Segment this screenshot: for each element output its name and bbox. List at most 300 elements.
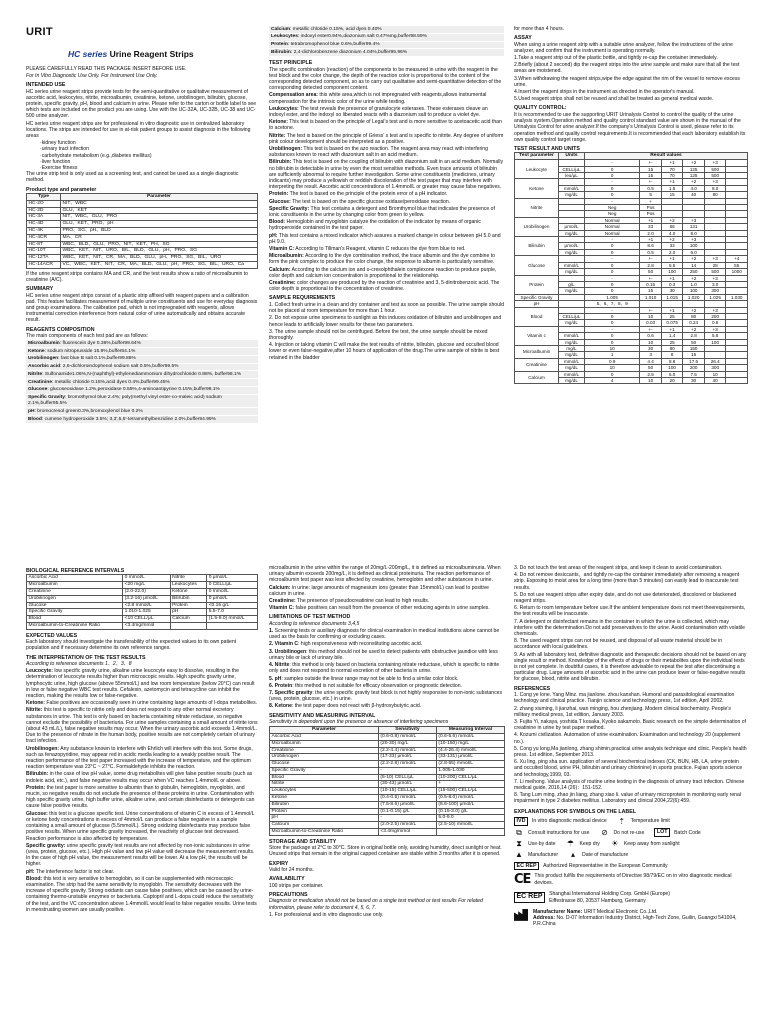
result-value-cell: +- (640, 256, 662, 262)
qc-heading: QUALITY CONTROL: (514, 105, 567, 112)
result-value-cell: 3 (640, 352, 662, 358)
sens-cell: (2.0-2.5) mmol/L (378, 822, 436, 829)
storage-text: Store the package at 2°C to 30°C. Store in original bottle only, avoiding humidity, direct sunlight or heat. Unused strips that remain in the original capped container are stable within 3 months after it is opened. (269, 845, 502, 858)
result-value-cell: +1 (661, 179, 683, 185)
paragraph-text: this test is very sensitive to hemoglobin, so it can be supplemented with microscopic examination. The strip had the same sensitivity to myoglobin. The sensitivity decreases with the increase of specific gravity. Strong oxidants can cause false positives, which can be caused by urine-containing thermo-unstable enzymes or bacteriuria. Captopril and L-dopa could reduce the sensitivity of the test, and the VC concentration above 1.4mmol/L would lead to false negative results. Urine tests in menstruating women are usually positive. (26, 875, 257, 913)
result-value-cell: 5 (640, 192, 662, 198)
sens-head-param: Parameter (270, 727, 379, 734)
result-value-cell: 500 (704, 269, 726, 275)
sens-cell: (20-30) mg/L (378, 740, 436, 747)
result-value-cell: +- (640, 275, 662, 281)
reagent-name: Nitrite (28, 371, 43, 377)
addr-label: Address: (533, 915, 556, 922)
label-symbol-icon: EC REP (514, 862, 539, 871)
table-row (270, 761, 505, 768)
result-value-cell: 0 (585, 281, 640, 287)
paragraph: 3. Fujita Yi, nakaya, yoshida T kosaka, Kyoko sakamoto. Basic research on the simple determination of creatinine in urine by test paper method. (514, 718, 746, 732)
reagent-colon: : (41, 416, 45, 422)
bio-cell: 0 μmol/L (207, 575, 258, 582)
paragraph-lead: Ketone: (26, 700, 45, 707)
result-value-cell: 1.005 (585, 294, 640, 300)
bio-cell: Leukocytes (170, 582, 207, 589)
result-unit-cell: mg/dL (559, 320, 585, 326)
label-symbol-icon: ▴ (571, 850, 576, 860)
sens-cell: Ascorbic Acid (270, 733, 379, 740)
result-value-cell: +1 (661, 275, 683, 281)
result-param-cell: Creatinine (515, 358, 559, 371)
title-rest: Urine Reagent Strips (107, 49, 194, 60)
result-value-cell: 28 (704, 262, 726, 268)
sens-cell (436, 828, 504, 835)
bio-cell: Protein (170, 602, 207, 609)
paragraph-text: The test is based on the specific glucose oxidase/peroxidase reaction. (290, 198, 451, 205)
paragraph-lead: Glucose: (26, 810, 48, 817)
list-item: ·carbohydrate metabolism (e.g.,diabetes mellitus) (40, 152, 152, 159)
result-value-cell: 33 (640, 224, 662, 230)
paragraph-text: The test reveals the presence of granulocyte esterases. These esterases cleave an indoxyl ester, and the indoxyl so liberated reacts with a diazonium salt to produce a violet dye. (269, 105, 488, 118)
paragraph-lead: Glucose: (269, 198, 291, 205)
label-symbol-icon: ☂ (566, 839, 575, 849)
paragraph-lead: Bilirubin: (26, 771, 49, 778)
sens-cell: Bilirubin (270, 801, 379, 808)
table-row (270, 822, 505, 829)
reagent-cell (26, 371, 258, 379)
reagent-value: Sulfonamide1.06%,N-(naphthyl)-ethylenediammonium dihydrochloride 0.88%, buffer98.1% (44, 371, 242, 377)
paragraph-text: : the urine specific gravity test block is not highly responsive to non-ionic substances (urea, protein, glucose, etc.) in urine. (269, 689, 503, 703)
product-head-type: Type (27, 194, 61, 201)
result-value-cell: Pos (640, 205, 662, 211)
result-value-cell: 10 (640, 378, 662, 384)
bio-cell: <20 mg/L (123, 582, 170, 589)
paragraph (26, 771, 258, 783)
paragraph (269, 206, 504, 218)
ce-row (514, 872, 748, 888)
paragraph (269, 641, 505, 647)
extra-interp (269, 585, 505, 612)
paragraph: 4. Injection or taking vitamin C will make the test results of nitrite, bilirubin, glucose and occulted blood lower or even false-negative,after 10 hours of application of the drug.The urine sample of nitrite is best retained in the bladder (269, 342, 500, 361)
result-value-cell: 80 (704, 192, 726, 198)
result-unit-cell: mg/dL (559, 352, 585, 358)
result-value-cell: 1000 (726, 269, 748, 275)
reagent-value: 2,6-dichloroindophenol sodium salt 0.5%,buffer99.5% (62, 364, 179, 370)
reagent-colon: : (44, 348, 48, 354)
result-value-cell: +- (640, 160, 662, 166)
paragraph-text: This test is based on the principle of Legal’s test and is more sensitive to acetoacetic acid than to acetone. (269, 119, 502, 132)
intended-heading: INTENDED USE (26, 82, 66, 89)
reagent-composition-table-cont (269, 26, 504, 57)
result-unit-cell: mg/dL (559, 378, 585, 384)
symbol-label: Keep away from sunlight (623, 840, 680, 847)
result-value-cell: 0 (585, 288, 640, 294)
ce-mark-icon: CE (514, 871, 531, 887)
result-unit-cell: leu/μL (559, 173, 585, 179)
reagent-value: indoxyl ester0.94%,diazonium salt 0.47%mg,buffer98.59% (300, 34, 427, 40)
table-row (27, 616, 258, 623)
mfr-label: Manufacturer Name: (533, 908, 583, 915)
paragraph-lead: 3. Urobilinogen (269, 648, 307, 655)
ecrep-name: Shanghai International Holding Corp. GmbH (Europe) (549, 891, 670, 898)
table-row (270, 740, 505, 747)
sens-cell: Blood (270, 774, 379, 781)
result-value-cell: 15 (640, 166, 662, 172)
bio-cell: 1.010-1.025 (123, 609, 170, 616)
result-unit-cell: mmol/L (559, 371, 585, 377)
ref-heading: REFERENCES (514, 685, 551, 692)
result-value-cell: 10 (640, 339, 662, 345)
symbol-label: Consult instructions for use (528, 829, 590, 836)
product-param-cell: NIT、WBC、GLU、PRO (61, 214, 258, 221)
result-value-cell: 0 (585, 320, 640, 326)
sens-cell: (8.6-100) μmol/L (436, 801, 504, 808)
table-row (270, 788, 505, 795)
bottom-column-2 (269, 565, 505, 1020)
table-row (27, 575, 258, 582)
result-value-cell: 25 (661, 339, 683, 345)
result-value-cell: 4 (585, 378, 640, 384)
result-unit-cell: mg/dL (559, 365, 585, 371)
limits-heading: LIMITATIONS OF TEST METHOD (269, 614, 351, 621)
paragraph: 5. Do not use reagent strips after expiry date, and do not use deteriorated, discolored or blackened reagent strips. (514, 591, 737, 605)
expiry-heading: EXPIRY (269, 860, 289, 867)
assay-steps (514, 55, 748, 102)
paragraph: 4. Kozumi civilization. Automation of urine examination. Examination and technology 20 (supplement no.). (514, 732, 741, 745)
result-value-cell: 5.0 (661, 371, 683, 377)
reagent-colon: : (51, 379, 55, 385)
paragraph-lead: Leukocytes: (269, 105, 299, 112)
result-value-cell: 40 (704, 378, 726, 384)
label-symbol-icon: ☀ (611, 839, 619, 849)
result-value-cell: 0 (585, 313, 640, 319)
paragraph (26, 668, 258, 699)
result-value-cell: 5.6 (704, 333, 726, 339)
bio-cell (170, 622, 207, 629)
sens-cell: - (378, 767, 436, 774)
bio-cell: Ascorbic Acid (27, 575, 123, 582)
reagent-cell (26, 355, 258, 363)
result-value-cell: +2 (683, 275, 705, 281)
result-value-cell: 0 (585, 333, 640, 339)
symbols-list (514, 817, 748, 871)
paragraph (269, 133, 504, 145)
result-value-cell: 4.4 (640, 358, 662, 364)
result-param-cell: Glucose (515, 256, 559, 275)
result-unit-cell: mg/dL (559, 192, 585, 198)
paragraph (269, 233, 504, 245)
result-value-cell: 0.5 (640, 249, 662, 255)
reagents-heading: REAGENTS COMPOSITION (26, 326, 95, 333)
paragraph: 4.Insert the reagent strips in the instrument as directed in the operator's manual. (514, 89, 695, 96)
paragraph-text: False positives are occasionally seen in urine containing large amounts of l-dopa metabolites. (44, 700, 258, 707)
paragraph-lead: Bilirubin: (269, 159, 292, 166)
reagent-colon: : (47, 387, 51, 393)
expected-heading: EXPECTED VALUES (26, 632, 78, 639)
result-value-cell: 17.6 (683, 358, 705, 364)
product-type-cell: HC-3A (27, 214, 61, 221)
reagent-value: metallic chloride 0.15%, acid dyes 0.40% (292, 26, 382, 32)
paragraph (26, 876, 258, 913)
result-value-cell: 30 (683, 378, 705, 384)
result-value-cell: - (585, 326, 640, 332)
result-value-cell: 0.03 (640, 320, 662, 326)
reagent-value: fast blue B salt 0.1%,buffer99.88% (60, 356, 136, 362)
result-unit-cell: μmol/L (559, 243, 585, 249)
paragraph (269, 690, 505, 702)
result-value-cell: 1 (585, 352, 640, 358)
result-value-cell: 6.0 (683, 249, 705, 255)
result-head-param: Test parameter (515, 153, 559, 160)
result-value-cell: 0 (585, 371, 640, 377)
sens-cell: (0.4-0.5) mmol/L (378, 794, 436, 801)
summary-heading: SUMMARY (26, 286, 54, 293)
paragraph-text: in urine: large amounts of magnesium ions (greater than 15mmol/L) can lead to positive calcium in urine. (269, 584, 489, 597)
notice: PLEASE CAREFULLY READ THIS PACKAGE INSERT BEFORE USE. (26, 65, 187, 72)
reagent-name: Specific Gravity (28, 395, 65, 401)
result-value-cell: 70 (661, 166, 683, 172)
paragraph: 3.When withdrawing the reagent strips,wipe the edge against the rim of the vessel to remove excess urine. (514, 75, 740, 88)
table-row (270, 747, 505, 754)
sens-cell: (10-150) mg/L (436, 740, 504, 747)
product-type-cell: HC-4CR (27, 234, 61, 241)
reagent-cell (269, 33, 504, 41)
result-unit-cell: mg/dL (559, 230, 585, 236)
paragraph: 1. Cong ye lone. Yang Minz. ma jianlone. zhou kanshan. Humoral and parasitological examination technology and clinical practice. Tianjin science and technology press, 1st edition, April 2002. (514, 692, 735, 705)
result-value-cell: 300 (704, 365, 726, 371)
result-value-cell: 0 (585, 269, 640, 275)
result-value-cell: +2 (683, 307, 705, 313)
result-value-cell: 30 (661, 288, 683, 294)
result-value-cell: 80 (661, 345, 683, 351)
paragraph-text: : the test paper does not react with β-hydroxybutyric acid. (291, 703, 422, 710)
result-value-cell: 8.0 (683, 230, 705, 236)
sens-cell: (5-10) CELL/μL (378, 774, 436, 781)
result-unit-cell: mg/dL (559, 269, 585, 275)
result-unit-cell: mmol/L (559, 262, 585, 268)
symbol-row (514, 828, 748, 838)
result-value-cell: - (585, 275, 640, 281)
table-row (27, 207, 258, 214)
result-value-cell: +1 (661, 326, 683, 332)
product-param-cell: VC、WBC、KET、NIT、CR、MA、BLD、GLU、pH、PRO、SG、BIL、URO、Ca (61, 261, 258, 268)
result-table (514, 152, 748, 384)
reagent-value: bromocresol green0.3%,bromoxylenol blue 0.2% (37, 408, 143, 414)
table-row (26, 379, 258, 387)
paragraph (269, 191, 504, 197)
product-param-cell: PRO、SG、pH、BLD (61, 228, 258, 235)
product-heading: Product type and parameter (26, 186, 97, 193)
sens-cell: Calcium (270, 822, 379, 829)
result-value-cell: +2 (683, 326, 705, 332)
paragraph (26, 869, 258, 875)
paragraph (269, 676, 505, 682)
paragraph-lead: Blood: (26, 875, 43, 882)
bio-cell: <10 CELL/μL (123, 616, 170, 623)
paragraph: 1.Take a reagent strip out of the plastic bottle, and tightly re-cap the container immediately. (514, 55, 718, 62)
paragraph-text: This test is based on the coupling of bilirubin with diazonium salt in an acid medium. Normally no bilirubin is detectable in urine by even the most sensitive methods. Even trace amounts of bilirubin are sufficiently abnormal to require further investigation. Some urine constituents (medicines, urinary indicants) may produce a yellowish or reddish discoloration of the test paper that may interfere with interpreting the result. Ascorbic acid concentrations of 1.4mmol/L or greater may cause false negatives. (269, 159, 504, 191)
result-value-cell: +3 (704, 256, 726, 262)
bio-cell: 5.5-7.0 (207, 609, 258, 616)
title-series: HC series (68, 49, 108, 60)
table-row (27, 200, 258, 207)
table-row (27, 221, 258, 228)
list-item: ·kidney function (40, 140, 76, 147)
column-2 (269, 26, 504, 556)
notice-sub: For In Vitro Diagnostic Use Only. For Instrument Use Only. (26, 72, 158, 79)
reagent-colon: : (290, 49, 294, 55)
paragraph (269, 585, 505, 597)
reagents-intro: The main components of each test pad are as follows: (26, 333, 149, 340)
result-value-cell: +1 (661, 256, 683, 262)
result-value-cell: 0.6 (640, 333, 662, 339)
ecrep-row (514, 891, 748, 903)
sens-cell: Nitrite (270, 781, 379, 788)
paragraph: 6. Xu ling, ping sha xun. application of several biochemical indexes (CK, BUN, HB, LA, urine protein and occulted blood, urine PH, bilirubin and urinary chlorinine) in sports practice. Fujian sports science and technology,1999, 03. (514, 759, 743, 778)
symbol-label: Authorized Representative in the European Community (543, 862, 668, 869)
result-value-cell: 33 (661, 243, 683, 249)
sens-cell: (0.5-8.0) mmol/L (436, 794, 504, 801)
sensitivity-table (269, 726, 505, 836)
table-row (270, 733, 505, 740)
table-row (27, 255, 258, 262)
product-param-cell: NIT、WBC (61, 200, 258, 207)
bio-cell: 0 μmol/L (207, 595, 258, 602)
paragraph-lead: Urobilinogen: (269, 146, 303, 153)
result-value-cell: 20 (661, 378, 683, 384)
result-value-cell: 3.0 (704, 281, 726, 287)
result-value-cell: 15 (640, 173, 662, 179)
paragraph-lead: Microalbumin: (269, 253, 304, 260)
result-value-cell: 10 (704, 371, 726, 377)
reagent-cell (269, 41, 504, 49)
column-1 (26, 26, 258, 556)
paragraph-text: The test is based on the principle of Griess’ s test and is specific to nitrite. Any degree of uniform pink colour development should be interpreted as a positive. (269, 132, 504, 145)
bio-cell: (3.2-16) μmol/L (123, 595, 170, 602)
result-param-cell: Leukocyte (515, 160, 559, 179)
list-item: ·urinary tract infection (40, 146, 89, 153)
result-value-cell: 0.5 (640, 185, 662, 191)
ecrep-icon: EC REP (514, 892, 545, 903)
result-value-cell: 66 (661, 224, 683, 230)
paragraph-text: : this method is not suitable for efficacy observation or prognostic detection. (292, 682, 463, 689)
result-value-cell: 14 (683, 262, 705, 268)
result-value-cell: +2 (683, 179, 705, 185)
paragraph-text: : this method should not be used to detect patients with obstructive jaundice with less urinary bile or lack of urinary bile. (269, 648, 498, 661)
assay-intro: When using a urine reagent strip with a suitable urine analyzer, follow the instructions of the urine analyzer, and confirm that the instrument is operating normally. (514, 41, 733, 54)
result-value-cell: 250 (683, 269, 705, 275)
result-value-cell: 0.15 (640, 281, 662, 287)
bio-cell: Ketone (170, 589, 207, 596)
reagent-colon: : (297, 34, 301, 40)
ecrep-address: Eiffestrasse 80, 20537 Hamburg, Germany (549, 897, 646, 904)
table-row (270, 754, 505, 761)
result-value-cell: 10 (585, 345, 640, 351)
paragraph (269, 649, 505, 661)
result-value-cell: 0 (585, 243, 640, 249)
table-row (270, 828, 505, 835)
result-param-cell: Urobilinogen (515, 217, 559, 236)
sens-cell: 1.005-1.030 (436, 767, 504, 774)
paragraph (269, 628, 505, 640)
result-value-cell: 1.5 (661, 185, 683, 191)
product-table (26, 193, 258, 269)
result-value-cell: 50 (683, 339, 705, 345)
reagent-cell (26, 348, 258, 356)
result-value-cell: 40 (683, 192, 705, 198)
paragraph-lead: 8. Ketone (269, 703, 292, 710)
paragraph-lead: 1. (269, 628, 275, 635)
table-row (26, 348, 258, 356)
result-value-cell: 1.025 (704, 294, 726, 300)
sens-cell: Microalbumin (270, 740, 379, 747)
paragraph: 8. Tang Lum ming, zhao jin liang, zhang xiao li. value of urinary microprotein in monitoring early renal impairment in type 2 diabetes mellitus. Laboratory and clinical 2004,22(6):459. (514, 792, 741, 805)
result-value-cell: +- (640, 326, 662, 332)
result-value-cell: 25 (661, 313, 683, 319)
bio-cell: (1.5-9.0) mmol/L (207, 616, 258, 623)
sens-cell: (33-131) μmol/L (436, 754, 504, 761)
result-value-cell: 100 (704, 339, 726, 345)
paragraph-text: color changes are produced by the reaction of creatinine and 3, 5-dinitrobenzoic acid. The color depth is proportional to the concentration of creatinine. (269, 280, 500, 293)
diagnosis-areas (26, 140, 258, 171)
result-value-cell: 2.0 (640, 230, 662, 236)
paragraph-text: this test is a glucose specific test. Urine concentrations of vitamin C in excess of 1.4mmol/L or ketone body concentrations in excess of 4mmol/L can produce a false negative in a sample containing a small amount of glucose (5.5mmol/L). Strong oxidizing disinfectants may produce false positive results. When urine specific gravity increased, the reactivity of glucose test decreased. Reaction performance is also affected by temperature. (26, 810, 255, 842)
table-row (269, 41, 504, 49)
sens-cell: (7.5-8.6) μmol/L (378, 801, 436, 808)
result-value-cell: 0 (585, 262, 640, 268)
reagent-colon: : (59, 340, 63, 346)
bio-cell: 0 mmol/L (207, 589, 258, 596)
result-value-cell: - (585, 160, 640, 166)
sample-list (269, 302, 504, 361)
sens-cell: + (436, 781, 504, 788)
table-row (27, 241, 258, 248)
paragraph-text: the test paper is more sensitive to albumin than to globulin, hemoglobin, myoglobin, and mucin, so negative results do not exclude the presence of these proteins in urine. Contamination with high specific gravity urine, high buffer urine, alkaline urine, and certain disinfectants or detergents can cause false positive results. (26, 784, 255, 810)
result-value-cell: +3 (704, 179, 726, 185)
result-value-cell: 4.0 (683, 185, 705, 191)
paragraph-text: : this method is only based on bacteria containing nitrate reductase, which is specific to nitrite only and does not respond to normal excretion of other bacteria in urine. (269, 662, 500, 675)
label-symbol-icon: IVD (514, 817, 528, 826)
reagent-name: Creatinine (28, 379, 52, 385)
product-note: If the urine reagent strips contains MA and CR, and the test results show a ratio of microalbumin to creatinine (A/C). (26, 270, 248, 283)
factory-icon (514, 909, 528, 921)
paragraph-lead: pH: (26, 868, 35, 875)
sens-head-range: Measuring Interval (436, 727, 504, 734)
label-symbol-icon: ⇡ (618, 816, 626, 826)
symbol-label: Do not re-use (613, 829, 645, 836)
paragraph: 9. As with all laboratory test, definitive diagnostic and therapeutic decisions should not be based on any single result or method. Knowledge of the effects of drugs or their metabolites upon the individual tests is not yet complete. In doubtful cases, it is therefore advisable to repeat the test after discontinuing a particular drug. Large amounts of ascorbic acid in the urine can produce lower or false-negative results for glucose, blood, nitrite and bilirubin. (514, 651, 747, 683)
reagent-value: metallic chloride 0.15%,acid dyes 0.4%,buffer99.45% (54, 379, 170, 385)
table-row (270, 767, 505, 774)
qc-text: It is recommended to use the supporting URIT Urinalysis Control to control the quality of the urine analysis system.Operation method and quality control standard value are shown in the manual of the Urinalysis Control for urine analyzer.If the company's Urinalysis Control is used, please refer to its operation method and quality control requirements.It is recommended that each laboratory establish its own quality control target range. (514, 111, 746, 143)
prec-1: 1. For professional and in vitro diagnostic use only. (269, 911, 384, 918)
result-param-cell: Calcium (515, 371, 559, 384)
symbol-row (514, 850, 748, 860)
bottom-column-3 (514, 565, 748, 1020)
bottom-column-1 (26, 565, 258, 1020)
result-value-cell: +3 (704, 307, 726, 313)
table-row (27, 228, 258, 235)
reagent-name: Bilirubin (271, 49, 291, 55)
reagent-cell (26, 340, 258, 347)
reagent-value: cumene hydroperoxide 3.5%; 3,3',5,5'-tetramethylbenzidine 2.0%,buffer94.99% (44, 416, 217, 422)
result-value-cell: 10 (585, 365, 640, 371)
principle-list (269, 67, 504, 293)
result-value-cell: 100 (683, 243, 705, 249)
paragraph: 3. Do not touch the test areas of the reagent strips, and keep it clean to avoid contamination. (514, 565, 723, 571)
result-head-units: Units (559, 153, 585, 160)
sens-head-sens: Sensitivity (378, 727, 436, 734)
result-value-cell: 30 (640, 345, 662, 351)
result-value-cell: 200 (683, 365, 705, 371)
microalbumin-cont: microalbumin in the urine within the range of 20mg/L-200mg/L, it is defined as microalbuminuria. When urinary albumin exceeds 200mg/L, it is defined as clinical proteinuria. The reaction performance of microalbumin test paper was less affected by creatinine, hemoglobin and other substances in urine. (269, 565, 501, 584)
